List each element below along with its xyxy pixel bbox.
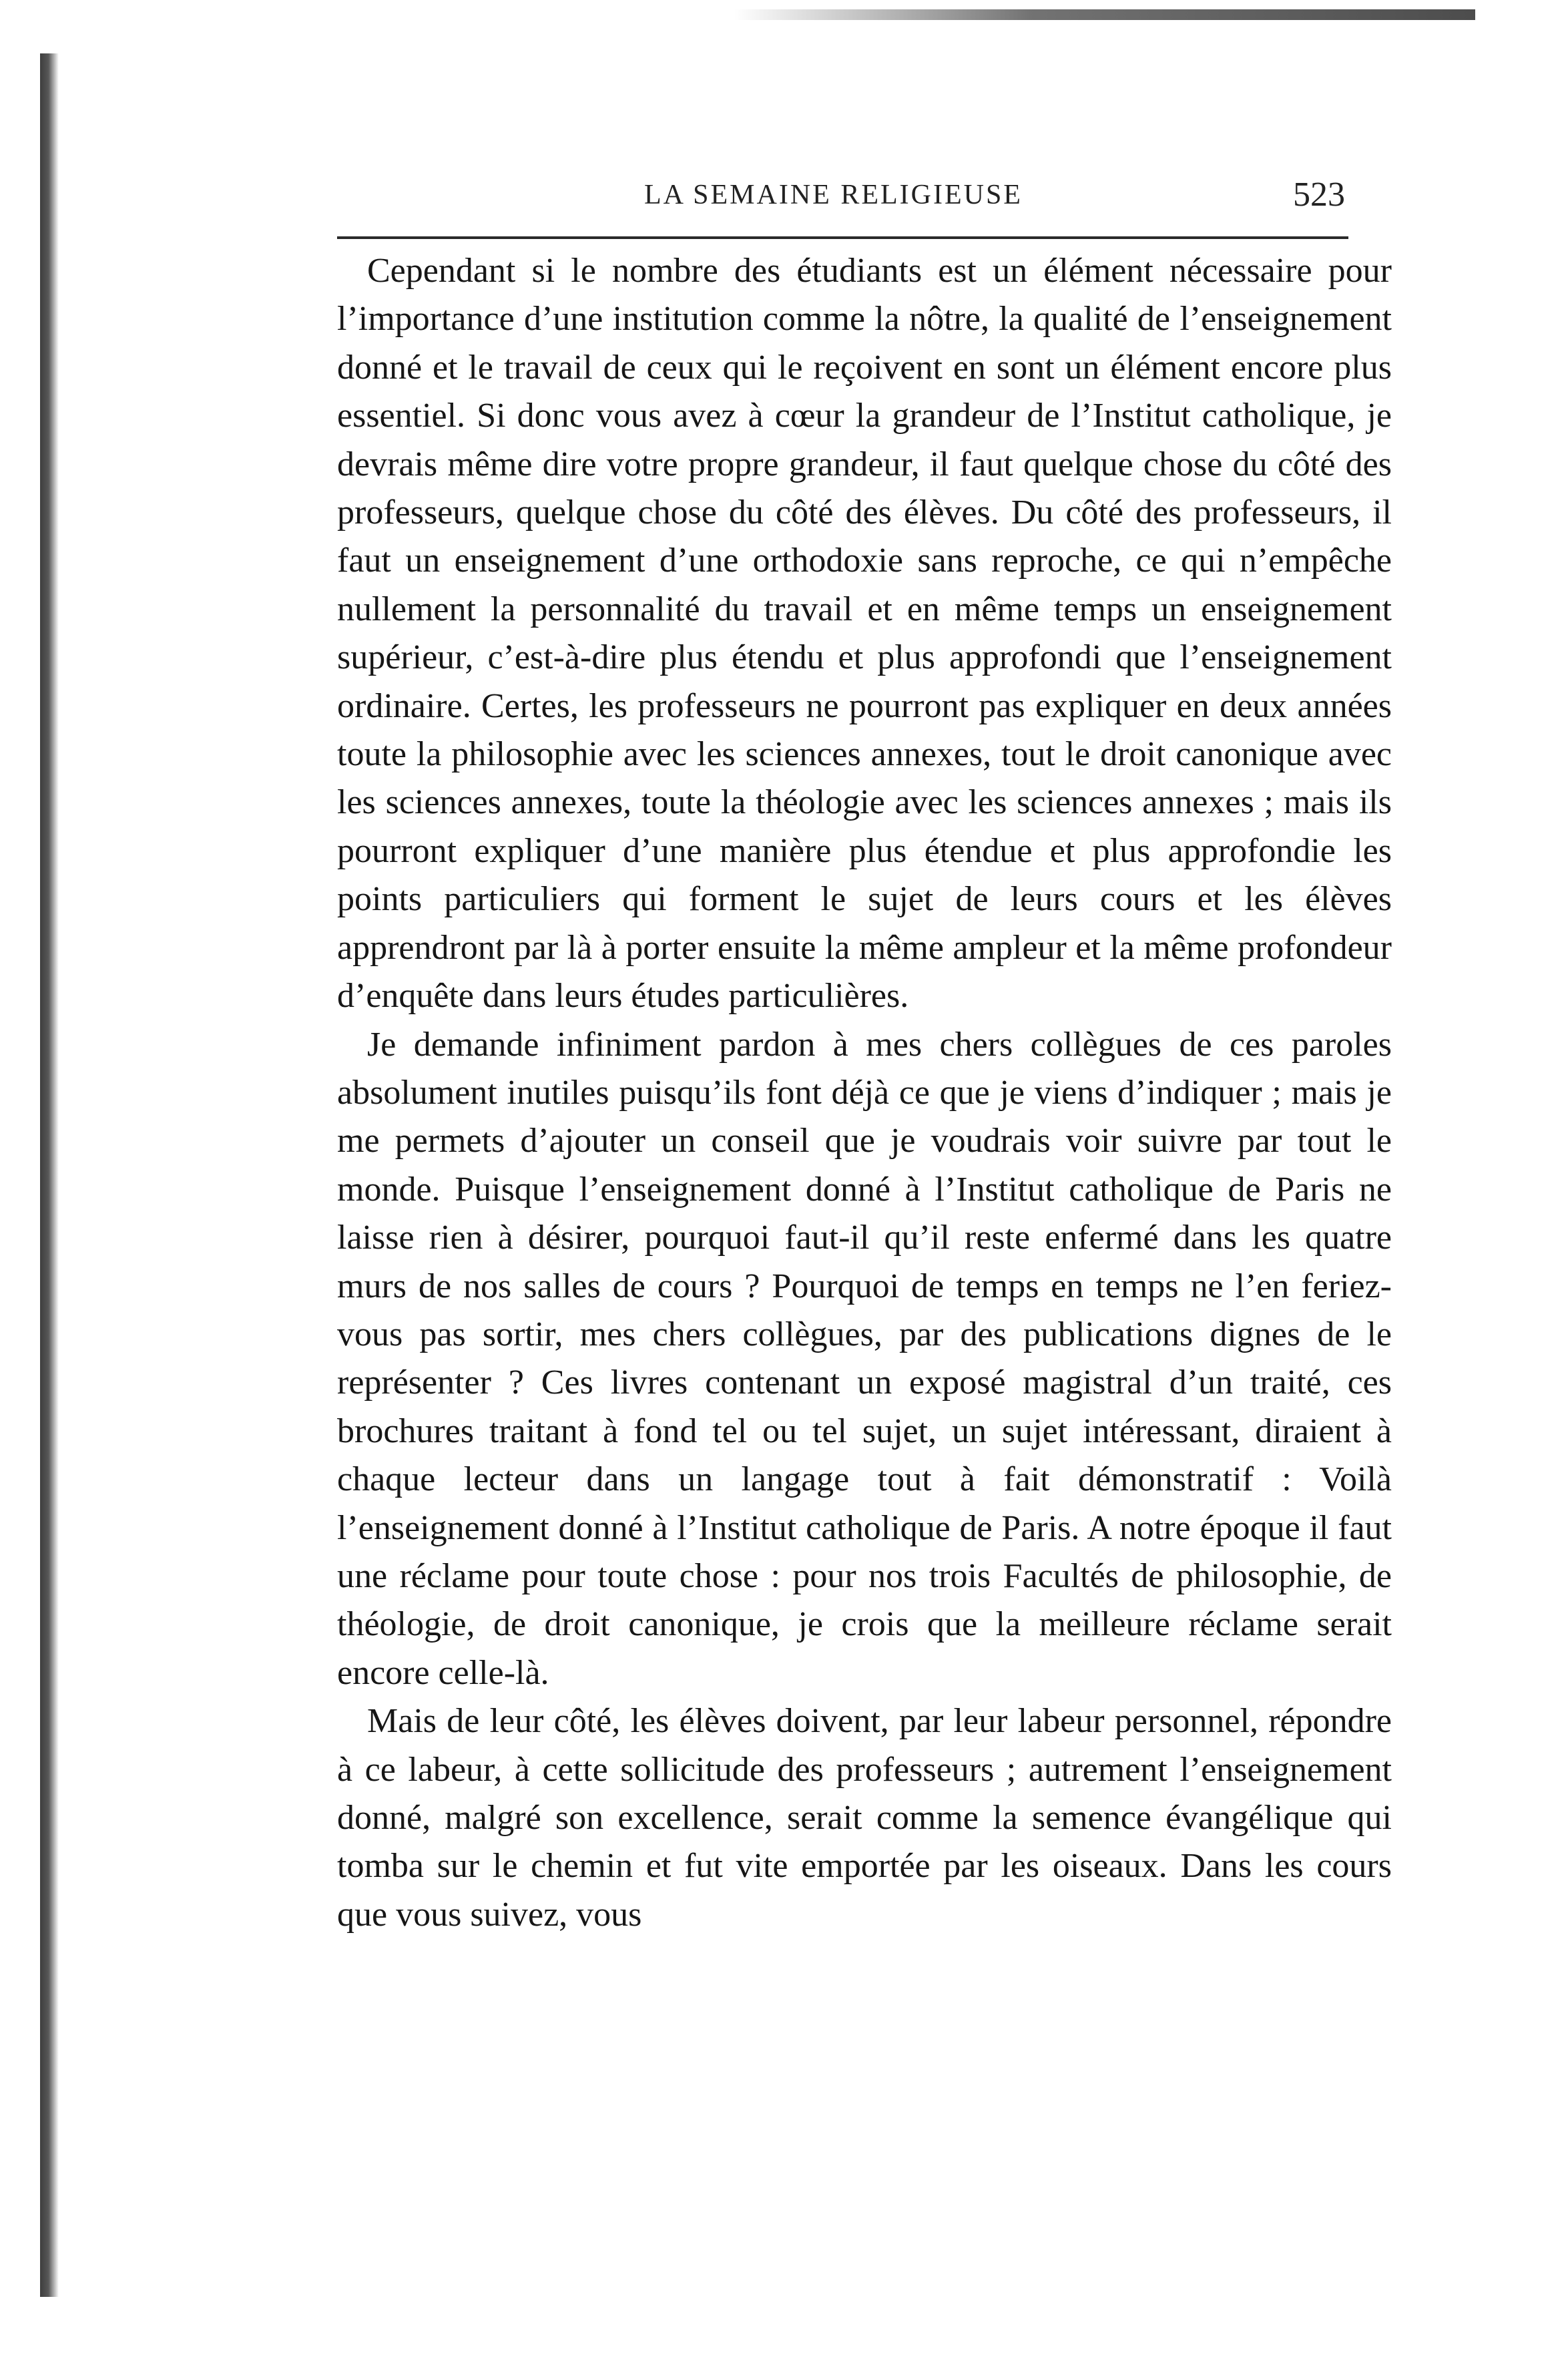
body-text	[337, 247, 1392, 1939]
running-title: LA SEMAINE RELIGIEUSE	[644, 180, 1023, 210]
paragraph: Cependant si le nombre des étudiants est un élément nécessaire pour l’importance d’une institution comme la nôtre, la qualité de l’enseignement donné et le travail de ceux qui le reçoivent en sont un élément encore plus essentiel. Si donc vous avez à cœur la grandeur de l’Institut catholique, je devrais même dire votre propre grandeur, il faut quelque chose du côté des professeurs, quelque chose du côté des élèves. Du côté des professeurs, il faut un enseignement d’une orthodoxie sans reproche, ce qui n’empêche nullement la personnalité du travail et en même temps un enseignement supérieur, c’est-à-dire plus étendu et plus approfondi que l’enseignement ordinaire. Certes, les professeurs ne pourront pas expliquer en deux années toute la philosophie avec les sciences annexes, tout le droit canonique avec les sciences annexes, toute la théologie avec les sciences annexes ; mais ils pourront expliquer d’une manière plus étendue et plus approfondie les points particuliers qui forment le sujet de leurs cours et les élèves apprendront par là à porter ensuite la même ampleur et la même profondeur d’enquête dans leurs études particulières.	[337, 252, 1392, 1016]
header-rule	[337, 236, 1348, 239]
paragraph: Mais de leur côté, les élèves doivent, par leur labeur personnel, répondre à ce labeur, à cette sollicitude des professeurs ; autrement l’enseignement donné, malgré son excellence, serait comme la semence évangélique qui tomba sur le chemin et fut vite emportée par les oiseaux. Dans les cours que vous suivez, vous	[337, 1702, 1392, 1934]
page-number: 523	[1293, 176, 1345, 214]
binding-shadow	[40, 53, 59, 2297]
scan-artifact	[734, 9, 1475, 20]
paragraph: Je demande infiniment pardon à mes chers collègues de ces paroles absolument inutiles puisqu’ils font déjà ce que je viens d’indiquer ; mais je me permets d’ajouter un conseil que je voudrais voir suivre par tout le monde. Puisque l’enseignement donné à l’Institut catholique de Paris ne laisse rien à désirer, pourquoi faut-il qu’il reste enfermé dans les quatre murs de nos salles de cours ? Pourquoi de temps en temps ne l’en feriez-vous pas sortir, mes chers collègues, par des publications dignes de le représenter ? Ces livres contenant un exposé magistral d’un traité, ces brochures traitant à fond tel ou tel sujet, un sujet intéressant, diraient à chaque lecteur dans un langage tout à fait démonstratif : Voilà l’enseignement donné à l’Institut catholique de Paris. A notre époque il faut une réclame pour toute chose : pour nos trois Facultés de philosophie, de théologie, de droit canonique, je crois que la meilleure réclame serait encore celle-là.	[337, 1025, 1392, 1692]
running-head	[337, 175, 1352, 222]
